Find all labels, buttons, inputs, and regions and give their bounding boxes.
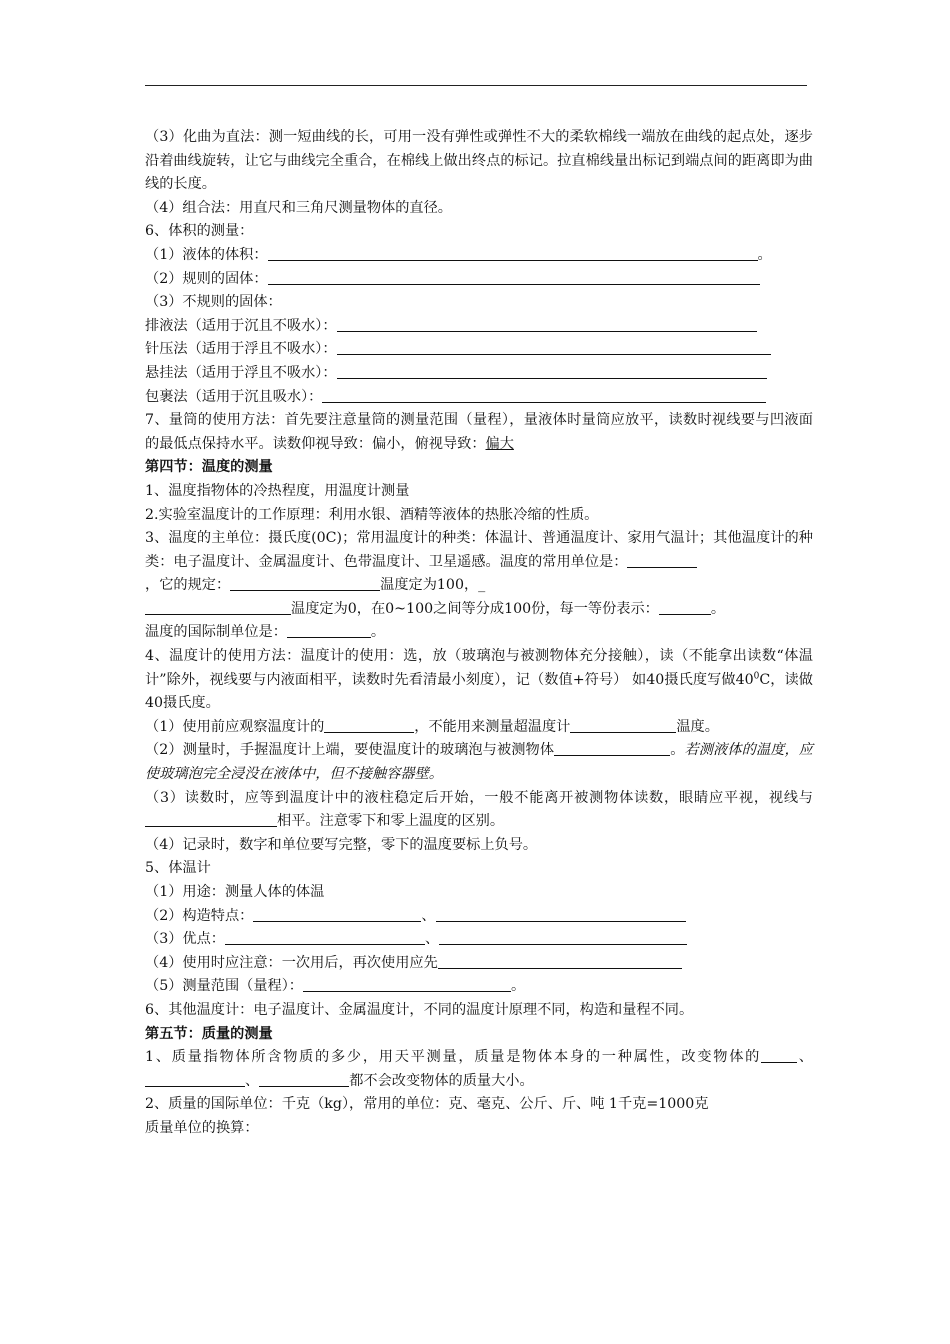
line-usage-4: （4）记录时，数字和单位要写完整，零下的温度要标上负号。 xyxy=(145,836,538,853)
blank-measure-range[interactable] xyxy=(303,977,511,992)
blank-max-temp[interactable] xyxy=(570,718,676,733)
blank-mass-3[interactable] xyxy=(259,1072,349,1087)
paragraph-usage-2: （2）测量时，手握温度计上端，要使温度计的玻璃泡与被测物体 。若测液体的温度，应使玻璃泡完全浸没在液体中，但不接触容器壁。 xyxy=(145,742,813,783)
blank-si-unit[interactable] xyxy=(287,623,371,638)
blank-regular-solid[interactable] xyxy=(268,270,760,285)
line-structure: （2）构造特点： 、 xyxy=(145,905,813,929)
line-note: （4）使用时应注意：一次用后，再次使用应先 xyxy=(145,952,813,976)
line-liquid-volume: （1）液体的体积： 。 xyxy=(145,246,772,263)
blank-contact[interactable] xyxy=(554,741,670,756)
line-si-unit: 温度的国际制单位是： 。 xyxy=(145,624,386,641)
section-heading-mass: 第五节：质量的测量 xyxy=(145,1025,273,1042)
section-volume: 6、体积的测量： xyxy=(145,223,254,240)
header-rule xyxy=(145,85,807,86)
blank-liquid-volume[interactable] xyxy=(268,246,758,261)
paragraph-temp-units: 3、温度的主单位：摄氏度(0C)；常用温度计的种类：体温计、普通温度计、家用气温计；其他温度计的种类：电子温度计、金属温度计、色带温度计、卫星遥感。温度的常用单位是： xyxy=(145,530,813,570)
line-advantages: （3）优点： 、 xyxy=(145,928,813,952)
blank-freezing-point[interactable] xyxy=(145,600,291,615)
blank-common-unit[interactable] xyxy=(627,553,697,568)
paragraph-thermometer-usage: 4、温度计的使用方法：温度计的使用：选，放（玻璃泡与被测物体充分接触），读（不能拿出读数“体温计”除外，视线要与内液面相平，读数时先看清最小刻度），记（数值+符号） 如40摄氏度写做$40^0C$，读做40摄氏度。 xyxy=(145,648,813,712)
blank-needle[interactable] xyxy=(337,340,771,355)
blank-advantage-1[interactable] xyxy=(225,930,425,945)
document-body xyxy=(145,126,813,1141)
paragraph-temp-definition: 1、温度指物体的冷热程度，用温度计测量 xyxy=(145,482,410,499)
blank-note[interactable] xyxy=(438,954,682,969)
section-heading-temperature: 第四节：温度的测量 xyxy=(145,459,273,476)
paragraph-combination-method: （4）组合法：用直尺和三角尺测量物体的直径。 xyxy=(145,199,452,216)
line-regular-solid: （2）规则的固体： xyxy=(145,268,813,292)
blank-sightline[interactable] xyxy=(145,812,277,827)
blank-advantage-2[interactable] xyxy=(439,930,687,945)
line-mass-conversion: 质量单位的换算： xyxy=(145,1119,259,1136)
line-hanging-method: 悬挂法（适用于浮且不吸水）： xyxy=(145,362,813,386)
paragraph-usage-3: （3）读数时，应等到温度计中的液柱稳定后开始，一般不能离开被测物体读数，眼睛应平视，视线与相平。注意零下和零上温度的区别。 xyxy=(145,789,813,830)
paragraph-temp-principle: 2.实验室温度计的工作原理：利用水银、酒精等液体的热胀冷缩的性质。 xyxy=(145,506,599,523)
blank-structure-1[interactable] xyxy=(253,907,421,922)
line-wrapping-method: 包裹法（适用于沉且吸水）： xyxy=(145,386,813,410)
paragraph-mass-definition: 1、质量指物体所含物质的多少，用天平测量，质量是物体本身的一种属性，改变物体的 、、 都不会改变物体的质量大小。 xyxy=(145,1049,813,1089)
blank-mass-2[interactable] xyxy=(145,1072,245,1087)
paragraph-curve-method: （3）化曲为直法：测一短曲线的长，可用一没有弹性或弹性不大的柔软棉线一端放在曲线的起点处，逐步沿着曲线旋转，让它与曲线完全重合，在棉线上做出终点的标记。拉直棉线量出标记到端点间的距离即为曲线的长度。 xyxy=(145,129,813,193)
blank-range[interactable] xyxy=(324,718,414,733)
line-measure-range: （5）测量范围（量程）： 。 xyxy=(145,978,526,995)
line-temp-rule-2: 温度定为0，在0~100之间等分成100份，每一等份表示： 。 xyxy=(145,598,813,622)
line-needle-method: 针压法（适用于浮且不吸水）： xyxy=(145,338,813,362)
line-purpose: （1）用途：测量人体的体温 xyxy=(145,884,325,900)
blank-structure-2[interactable] xyxy=(436,907,686,922)
line-displacement-method: 排液法（适用于沉且不吸水）： xyxy=(145,315,813,339)
blank-wrapping[interactable] xyxy=(322,388,766,403)
blank-boiling-point[interactable] xyxy=(230,576,380,591)
line-temp-rule: ，它的规定： 温度定为100，_ xyxy=(145,577,486,594)
blank-mass-1[interactable] xyxy=(761,1048,797,1063)
line-usage-1: （1）使用前应观察温度计的 ，不能用来测量超温度计 温度。 xyxy=(145,718,719,735)
blank-displacement[interactable] xyxy=(337,317,757,332)
line-irregular-solid: （3）不规则的固体： xyxy=(145,294,282,311)
blank-division[interactable] xyxy=(659,600,711,615)
blank-hanging[interactable] xyxy=(337,364,767,379)
section-clinical-thermometer: 5、体温计 xyxy=(145,860,211,877)
line-mass-units: 2、质量的国际单位：千克（kg），常用的单位：克、毫克、公斤、斤、吨 1千克=1000克 xyxy=(145,1096,709,1113)
paragraph-graduated-cylinder: 7、量筒的使用方法：首先要注意量筒的测量范围（量程），量液体时量筒应放平，读数时视线要与凹液面的最低点保持水平。读数仰视导致：偏小，俯视导致：偏大 xyxy=(145,412,813,452)
line-other-thermometers: 6、其他温度计：电子温度计、金属温度计，不同的温度计原理不同，构造和量程不同。 xyxy=(145,1001,694,1018)
